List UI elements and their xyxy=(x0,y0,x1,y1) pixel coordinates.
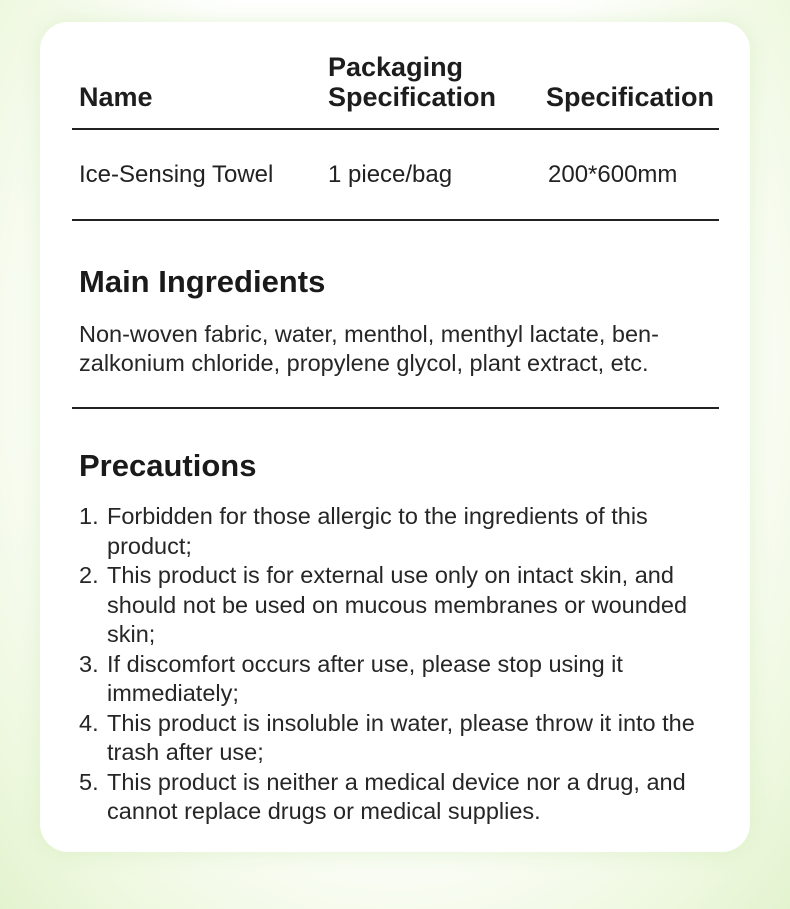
header-specification: Specification xyxy=(546,82,715,112)
main-ingredients-text xyxy=(79,320,719,378)
list-item-text: This product is insoluble in water, please throw it into the trash after use; xyxy=(107,709,695,765)
list-item xyxy=(79,709,739,768)
list-item-text: Forbidden for those allergic to the ingredients of this product; xyxy=(107,503,648,559)
list-item-number: 2. xyxy=(79,562,99,588)
list-item-number: 1. xyxy=(79,503,99,529)
cell-packaging: 1 piece/bag xyxy=(328,161,453,188)
header-name: Name xyxy=(79,82,153,112)
list-item-text: This product is neither a medical device nor a drug, and cannot replace drugs or medical supplies. xyxy=(107,768,686,824)
list-item xyxy=(79,561,739,650)
section-divider xyxy=(72,407,719,409)
list-item xyxy=(79,650,739,709)
specification-table xyxy=(72,48,719,221)
list-item xyxy=(79,768,739,827)
header-packaging-specification: Packaging Specification xyxy=(328,52,497,112)
cell-specification: 200*600mm xyxy=(548,161,678,188)
main-ingredients-title: Main Ingredients xyxy=(79,264,326,299)
list-item-number: 4. xyxy=(79,709,99,736)
cell-name: Ice-Sensing Towel xyxy=(79,161,274,188)
precautions-list xyxy=(79,502,739,827)
list-item-number: 5. xyxy=(79,768,99,795)
list-item-number: 3. xyxy=(79,650,99,677)
table-row xyxy=(72,130,719,221)
ingredients-line-2: zalkonium chloride, propylene glycol, plant extract, etc. xyxy=(79,350,649,376)
list-item-text: If discomfort occurs after use, please stop using it immediately; xyxy=(107,650,623,706)
list-item-text: This product is for external use only on intact skin, and should not be used on mucous membranes or wounded skin; xyxy=(107,562,688,647)
precautions-title: Precautions xyxy=(79,448,257,483)
table-header-row xyxy=(72,48,719,130)
ingredients-line-1: Non-woven fabric, water, menthol, menthyl lactate, ben- xyxy=(79,321,659,347)
list-item xyxy=(79,502,739,561)
